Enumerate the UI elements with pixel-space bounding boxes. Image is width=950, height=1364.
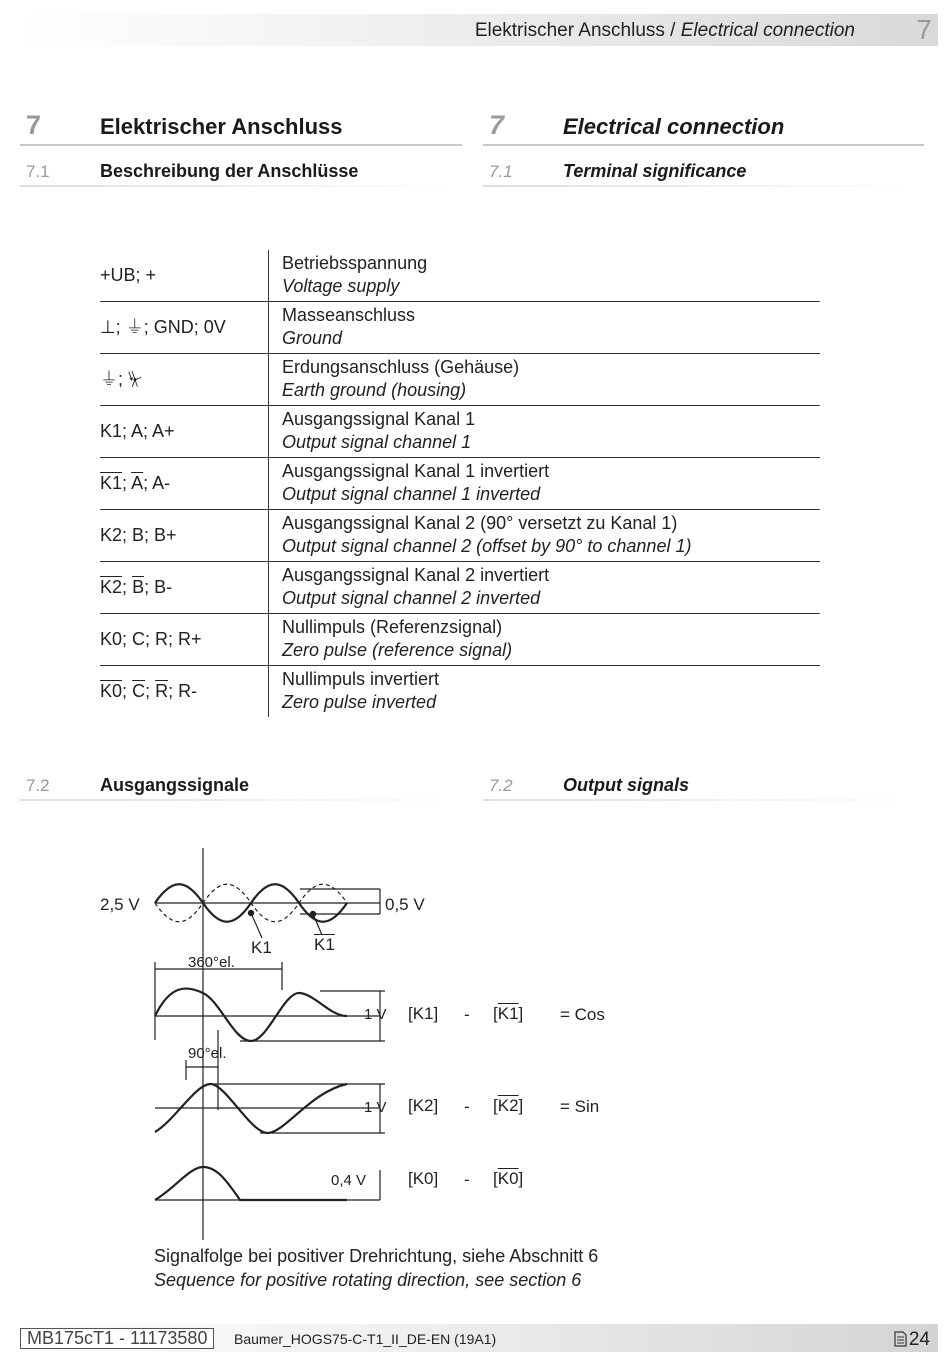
- earth-icon: ⏚;: [100, 369, 124, 389]
- document-file-name: Baumer_HOGS75-C-T1_II_DE-EN (19A1): [234, 1331, 497, 1347]
- page-icon: [894, 1331, 907, 1347]
- description-de: Masseanschluss: [282, 305, 416, 325]
- description-en: Output signal channel 2 (offset by 90° to channel 1): [282, 536, 692, 556]
- zero-amplitude-label: 0,4 V: [331, 1172, 367, 1189]
- header-title-en: Electrical connection: [680, 20, 855, 41]
- section-71-title-en: Terminal significance: [563, 161, 747, 181]
- symbol-b-minus: B-: [154, 577, 173, 597]
- symbol-k0-inverted: K0: [100, 681, 123, 701]
- header-title-de: Elektrischer Anschluss /: [474, 20, 676, 41]
- caption-en: Sequence for positive rotating direction, see section 6: [154, 1270, 582, 1290]
- symbol-c-inverted: $\overline{C}$: [132, 681, 146, 701]
- symbol-k2-inverted: K2: [100, 577, 123, 597]
- page-number: 24: [908, 1329, 930, 1350]
- section-72-title-en: Output signals: [563, 775, 689, 795]
- description-en: Voltage supply: [282, 276, 400, 296]
- description-en: Ground: [282, 328, 343, 348]
- ground-icon: ⏚;: [125, 317, 149, 337]
- zero-left: [K0]: [408, 1169, 439, 1188]
- page-number-area: [894, 1329, 930, 1351]
- k1-leader: [251, 913, 262, 938]
- k1-inverted-leader: [313, 914, 322, 935]
- sin-right-inner: K2: [497, 1096, 519, 1115]
- description-en: Output signal channel 1 inverted: [282, 484, 541, 504]
- k1-point: [248, 910, 254, 916]
- terminal-symbol: K1; A; A+: [100, 421, 175, 441]
- cos-right-inner: K1: [497, 1004, 519, 1023]
- terminal-symbol: +UB; +: [100, 265, 157, 285]
- section-72-title-de: Ausgangssignale: [100, 775, 250, 795]
- description-de: Ausgangssignal Kanal 2 invertiert: [282, 565, 550, 585]
- top-amplitude-label: 0,5 V: [385, 895, 425, 914]
- ground-text: GND; 0V: [153, 317, 226, 337]
- offset-voltage-label: 2,5 V: [100, 895, 140, 914]
- section-71-number-en: 7.1: [489, 162, 513, 181]
- sin-left: [K2]: [408, 1096, 439, 1115]
- sin-amplitude-label: 1 V: [364, 1099, 387, 1116]
- section-72-number-de: 7.2: [26, 776, 50, 795]
- cos-left: [K1]: [408, 1004, 439, 1023]
- header-chapter-number: 7: [916, 14, 932, 45]
- symbol-separator: ;: [143, 473, 149, 493]
- diagram-caption: [154, 1244, 598, 1292]
- section-71-number-de: 7.1: [26, 162, 50, 181]
- chapter-title-de: Elektrischer Anschluss: [100, 114, 343, 139]
- phase-label: 90°el.: [188, 1045, 227, 1062]
- document-id: MB175cT1 - 11173580: [20, 1328, 214, 1349]
- chapter-title-en: Electrical connection: [563, 114, 785, 139]
- terminal-symbol: K2; B; B+: [100, 525, 177, 545]
- symbol-separator: ;: [144, 577, 150, 597]
- symbol-r-minus: R-: [178, 681, 198, 701]
- symbol-separator: ;: [122, 577, 128, 597]
- cos-wave: [155, 989, 347, 1041]
- cos-right: [K1]: [493, 1004, 524, 1023]
- description-en: Output signal channel 2 inverted: [282, 588, 541, 608]
- description-en: Earth ground (housing): [282, 380, 467, 400]
- section-71-title-de: Beschreibung der Anschlüsse: [100, 161, 359, 181]
- period-label: 360°el.: [188, 954, 235, 971]
- k1-inverted-point: [310, 911, 316, 917]
- description-de: Ausgangssignal Kanal 1 invertiert: [282, 461, 550, 481]
- zero-right: [K0]: [493, 1169, 524, 1188]
- symbol-b-inverted: $\overline{B}$: [132, 577, 145, 597]
- symbol-a-minus: A-: [152, 473, 171, 493]
- cos-minus: -: [464, 1005, 470, 1024]
- description-de: Nullimpuls (Referenzsignal): [282, 617, 503, 637]
- description-de: Ausgangssignal Kanal 2 (90° versetzt zu Kanal 1): [282, 513, 678, 533]
- description-de: Nullimpuls invertiert: [282, 669, 440, 689]
- chapter-number-de: 7: [26, 110, 42, 140]
- cos-result: = Cos: [560, 1005, 605, 1024]
- description-en: Zero pulse (reference signal): [282, 640, 513, 660]
- description-de: Ausgangssignal Kanal 1: [282, 409, 476, 429]
- chassis-icon: ⏧: [128, 369, 143, 389]
- symbol-r-inverted: $\overline{R}$: [155, 681, 169, 701]
- sin-result: = Sin: [560, 1097, 600, 1116]
- k1-inverted-label: K1: [314, 935, 335, 954]
- caption-de: Signalfolge bei positiver Drehrichtung, siehe Abschnitt 6: [154, 1246, 599, 1266]
- description-en: Zero pulse inverted: [282, 692, 437, 712]
- description-de: Erdungsanschluss (Gehäuse): [282, 357, 520, 377]
- sin-minus: -: [464, 1097, 470, 1116]
- terminal-symbol: K0; C; R; R+: [100, 629, 202, 649]
- chapter-number-en: 7: [489, 110, 505, 140]
- section-72-number-en: 7.2: [489, 776, 513, 795]
- symbol-separator: ;: [122, 473, 128, 493]
- zero-right-inner: K0: [497, 1169, 519, 1188]
- ground-perp-symbol: ⊥;: [100, 317, 121, 337]
- sin-right: [K2]: [493, 1096, 524, 1115]
- description-en: Output signal channel 1: [282, 432, 472, 452]
- k1-label: K1: [251, 938, 272, 957]
- symbol-separator: ;: [168, 681, 174, 701]
- symbol-k1-inverted: K1: [100, 473, 123, 493]
- description-de: Betriebsspannung: [282, 253, 428, 273]
- zero-minus: -: [464, 1170, 470, 1189]
- symbol-a-inverted: $\overline{A}$: [131, 473, 144, 493]
- symbol-separator: ;: [145, 681, 151, 701]
- symbol-separator: ;: [122, 681, 128, 701]
- cos-amplitude-label: 1 V: [364, 1006, 387, 1023]
